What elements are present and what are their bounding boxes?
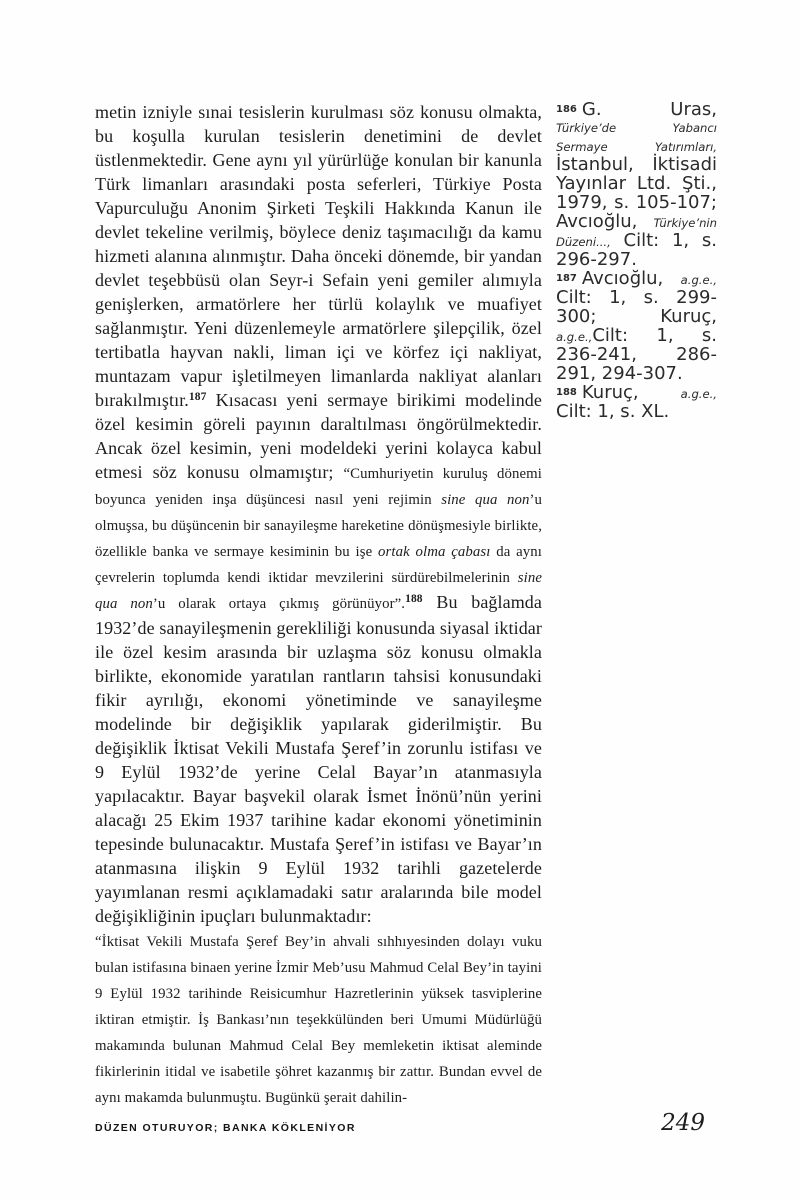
text-run: a.g.e., — [680, 387, 717, 401]
footnote-reference: 187 — [188, 391, 207, 403]
text-run: Kuruç, — [581, 382, 681, 403]
footnote-number: 187 — [556, 273, 577, 284]
text-run: ’u olmuşsa, bu düşüncenin bir sanayileşme hareketine dönüşmesiyle birlikte, özellikle banka ve sermaye kesiminin bu işe — [95, 492, 543, 560]
text-run: “Cumhuriyetin kuruluş dönemi boyunca yeniden inşa düşüncesi nasıl yeni rejimin — [95, 466, 542, 508]
footnote-reference: 188 — [405, 593, 423, 605]
text-run: ortak olma çabası — [378, 544, 491, 560]
text-run: da aynı çevrelerin toplumda kendi iktidar mevzilerini sürdürebilmelerinin — [95, 544, 543, 586]
footnote-number: 186 — [556, 104, 577, 115]
main-text-column — [95, 100, 542, 1110]
text-run: Türkiye’nin Düzeni..., — [556, 216, 717, 249]
text-run: Avcıoğlu, — [581, 268, 681, 289]
text-run: Cilt: 1, s. 299-300; Kuruç, — [556, 287, 717, 327]
text-run: metin izniyle sınai tesislerin kurulması söz konusu olmakta, bu koşulla kurulan tesislerin denetimini de devlet üstlenmektedir. Gene aynı yıl yürürlüğe konulan bir kanunla Türk limanları arasındaki posta seferleri, Türkiye Posta Vapurculuğu Anonim Şirketi Teşkili Hakkında Kanun ile devlet tekeline verilmiş, böylece deniz taşımacılığı da kamu hizmeti alanına alınmıştır. Daha önceki dönemde, bir yandan devlet teşebbüsü olan Seyr-i Sefain yeni gemiler alımıyla genişlerken, armatörlere her türlü kolaylık ve muafiyet sağlanmıştır. Yeni düzenlemeyle armatörlere şilepçilik, özel tertibatla hayvan nakli, liman içi ve körfez içi nakliyat, muntazam vapur işletilmeyen limanlarda nakliyat alanları bırakılmıştır. — [95, 102, 542, 410]
footnotes-sidebar — [556, 101, 717, 422]
text-run: sine qua non — [95, 570, 542, 612]
text-run: a.g.e., — [556, 330, 593, 344]
block-quote — [95, 928, 542, 1110]
footnote-186 — [556, 101, 717, 270]
text-run: Cilt: 1, s. 296-297. — [556, 230, 717, 270]
text-run: G. Uras, — [581, 99, 717, 120]
text-run: ’u olarak ortaya çıkmış görünüyor”. — [152, 596, 406, 612]
text-run: Bu bağlamda 1932’de sanayileşmenin gerekliliği konusunda siyasal iktidar ile özel kesim arasında bir uzlaşma söz konusu olmakla birlikte, ekonomide yaratılan rantların tahsisi konusundaki fikir ayrılığı, ekonomi yönetiminde ve sanayileşme modelinde bir değişiklik yapılarak giderilmiştir. Bu değişiklik İktisat Vekili Mustafa Şeref’in zorunlu istifası ve 9 Eylül 1932’de yerine Celal Bayar’ın atanmasıyla yapılacaktır. Bayar başvekil olarak İsmet İnönü’nün yerini alacağı 25 Ekim 1937 tarihine kadar ekonomi yönetiminin tepesinde bulunacaktır. Mustafa Şeref’in istifası ve Bayar’ın atanmasına ilişkin 9 Eylül 1932 tarihli gazetelerde yayımlanan resmi açıklamadaki satır aralarında bile model değişikliğinin ipuçları bulunmaktadır: — [95, 592, 542, 926]
running-footer-title: DÜZEN OTURUYOR; BANKA KÖKLENİYOR — [95, 1122, 356, 1134]
text-run: Kısacası yeni sermaye birikimi modelinde özel kesimin göreli payının daraltılması öngörülmektedir. Ancak özel kesimin, yeni modeldeki yerini kolayca kabul etmesi söz konusu olmamıştır; — [95, 390, 542, 482]
text-run: Türkiye’de Yabancı Sermaye Yatırımları, — [556, 121, 717, 154]
text-run: a.g.e., — [680, 273, 717, 287]
text-run: sine qua non — [441, 492, 530, 508]
footnote-text — [556, 382, 717, 422]
body-paragraph — [95, 100, 542, 928]
text-run: “İktisat Vekili Mustafa Şeref Bey’in ahvali sıhhıyesinden dolayı vuku bulan istifasına binaen yerine İzmir Meb’usu Mahmud Celal Bey’in tayini 9 Eylül 1932 tarihinde Reisicumhur Hazretlerinin yüksek tasviplerine iktiran etmiştir. İş Bankası’nın teşekkülünden beri Umumi Müdürlüğü makamında bulunan Mahmud Celal Bey memleketin iktisat aleminde fikirlerinin itidal ve isabetile şöhret kazanmış bir zattır. Bundan evvel de aynı makamda bulunmuştu. Bugünkü şerait dahilin- — [95, 934, 542, 1106]
page-number: 249 — [661, 1110, 705, 1136]
text-run: Cilt: 1, s. 236-241, 286-291, 294-307. — [556, 325, 717, 384]
footnote-text — [556, 99, 717, 270]
footnote-187 — [556, 270, 717, 384]
footnote-number: 188 — [556, 387, 577, 398]
text-run: Cilt: 1, s. XL. — [556, 401, 670, 422]
footnote-text — [556, 268, 717, 384]
footnote-188 — [556, 384, 717, 422]
text-run: İstanbul, İktisadi Yayınlar Ltd. Şti., 1979, s. 105-107; Avcıoğlu, — [556, 154, 717, 232]
